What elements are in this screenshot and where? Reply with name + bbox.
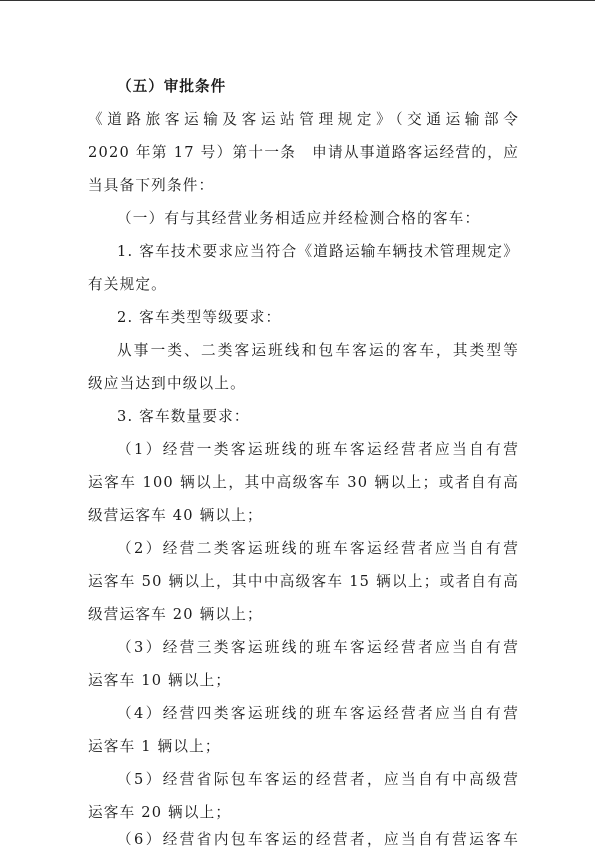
paragraph-line: 有关规定。 [88,276,167,293]
paragraph-line: 《道路旅客运输及客运站管理规定》（交通运输部令 [88,111,519,128]
paragraph-line: 3. 客车数量要求： [117,408,250,425]
paragraph-line: （6）经营省内包车客运的经营者，应当自有营运客车 [117,831,519,848]
paragraph-line: 当具备下列条件： [88,177,215,194]
paragraph-line: 1. 客车技术要求应当符合《道路运输车辆技术管理规定》 [117,243,519,260]
paragraph-line: 级营运客车 40 辆以上； [88,507,263,524]
section-heading: （五）审批条件 [117,78,227,95]
paragraph-line: （2）经营二类客运班线的班车客运经营者应当自有营 [117,540,519,557]
paragraph-line: 运客车 100 辆以上，其中高级客车 30 辆以上；或者自有高 [88,474,519,491]
paragraph-line: （5）经营省际包车客运的经营者，应当自有中高级营 [117,771,519,788]
paragraph-line: 运客车 1 辆以上； [88,738,221,755]
paragraph-line: （3）经营三类客运班线的班车客运经营者应当自有营 [117,639,519,656]
paragraph-line: 级应当达到中级以上。 [88,375,246,392]
paragraph-line: 运客车 20 辆以上； [88,804,232,821]
paragraph-line: 级营运客车 20 辆以上； [88,606,263,623]
paragraph-line: （1）经营一类客运班线的班车客运经营者应当自有营 [117,441,519,458]
paragraph-line: 从事一类、二类客运班线和包车客运的客车，其类型等 [117,342,519,359]
paragraph-line: （4）经营四类客运班线的班车客运经营者应当自有营 [117,705,519,722]
paragraph-line: （一）有与其经营业务相适应并经检测合格的客车： [117,210,481,227]
paragraph-line: 运客车 50 辆以上，其中中高级客车 15 辆以上；或者自有高 [88,573,519,590]
paragraph-line: 2. 客车类型等级要求： [117,309,282,326]
paragraph-line: 运客车 10 辆以上； [88,672,232,689]
paragraph-line: 2020 年第 17 号）第十一条 申请从事道路客运经营的，应 [88,144,519,161]
